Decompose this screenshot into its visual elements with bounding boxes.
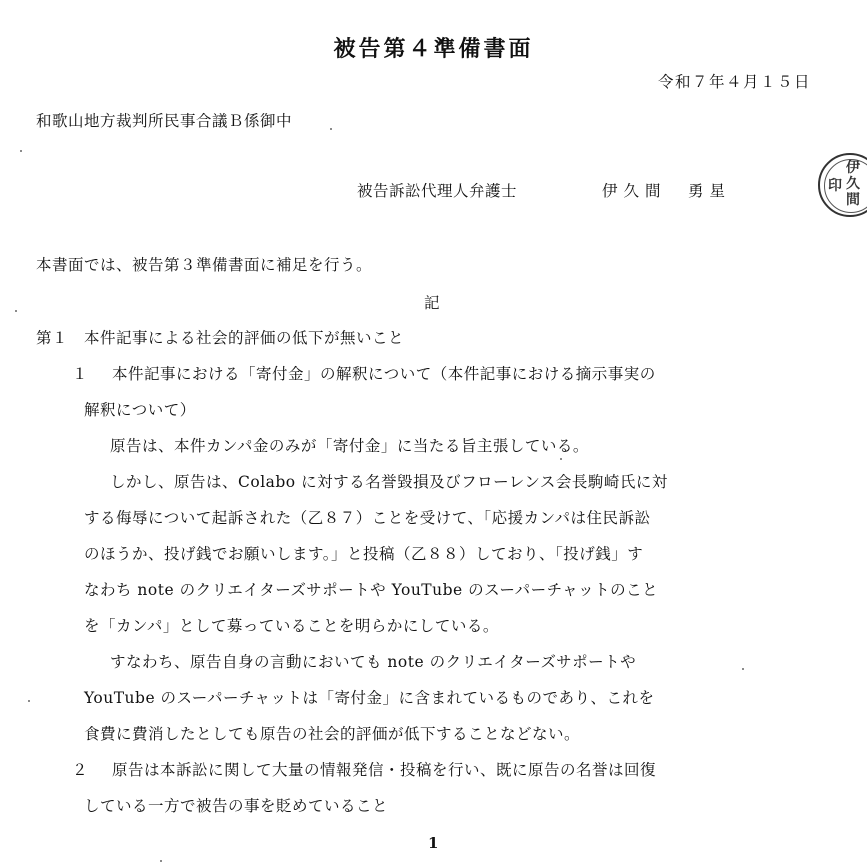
paragraph-line: する侮辱について起訴された（乙８７）ことを受けて、「応援カンパは住民訴訟 <box>84 509 651 527</box>
scan-speck <box>15 310 17 312</box>
paragraph-line: のほうか、投げ銭でお願いします。」と投稿（乙８８）しており、「投げ銭」す <box>84 545 644 563</box>
item-heading-line: 本件記事における「寄付金」の解釈について（本件記事における摘示事実の <box>112 365 656 383</box>
seal-char: 久 <box>846 176 860 192</box>
paragraph-line: を「カンパ」として募っていることを明らかにしている。 <box>84 617 499 635</box>
attorney-name: 伊久間 勇星 <box>602 182 732 200</box>
document-title: 被告第４準備書面 <box>333 36 534 62</box>
seal-stamp <box>818 153 867 217</box>
page-number: 1 <box>428 834 439 852</box>
court-addressee: 和歌山地方裁判所民事合議Ｂ係御中 <box>36 112 293 130</box>
attorney-role: 被告訴訟代理人弁護士 <box>357 182 518 200</box>
paragraph-line: 食費に費消したとしても原告の社会的評価が低下することなどない。 <box>84 725 581 743</box>
item-number: １ <box>72 365 89 383</box>
intro-text: 本書面では、被告第３準備書面に補足を行う。 <box>36 256 373 274</box>
scan-speck <box>28 700 30 702</box>
document-date: 令和７年４月１５日 <box>657 73 811 91</box>
item-heading-line: 解釈について） <box>84 401 196 419</box>
paragraph-line: すなわち、原告自身の言動においても note のクリエイターズサポートや <box>110 653 637 671</box>
scan-speck <box>330 128 332 130</box>
ki-marker: 記 <box>424 294 441 312</box>
seal-char: 伊 <box>846 160 860 176</box>
item-number: ２ <box>72 761 89 779</box>
scan-speck <box>560 458 562 460</box>
scan-speck <box>742 668 744 670</box>
seal-char: 印 <box>828 178 842 194</box>
scan-speck <box>160 860 162 862</box>
paragraph-line: 原告は、本件カンパ金のみが「寄付金」に当たる旨主張している。 <box>110 437 589 455</box>
item-heading-line: 原告は本訴訟に関して大量の情報発信・投稿を行い、既に原告の名誉は回復 <box>112 761 657 779</box>
item-heading-line: している一方で被告の事を貶めていること <box>84 797 389 815</box>
paragraph-line: YouTube のスーパーチャットは「寄付金」に含まれているものであり、これを <box>84 689 655 707</box>
section-number: 第１ <box>36 329 69 347</box>
paragraph-line: なわち note のクリエイターズサポートや YouTube のスーパーチャットのこと <box>84 581 659 599</box>
paragraph-line: しかし、原告は、Colabo に対する名誉毀損及びフローレンス会長駒崎氏に対 <box>110 473 668 491</box>
scan-speck <box>20 150 22 152</box>
section-title: 本件記事による社会的評価の低下が無いこと <box>84 329 405 347</box>
seal-char: 間 <box>846 192 860 208</box>
